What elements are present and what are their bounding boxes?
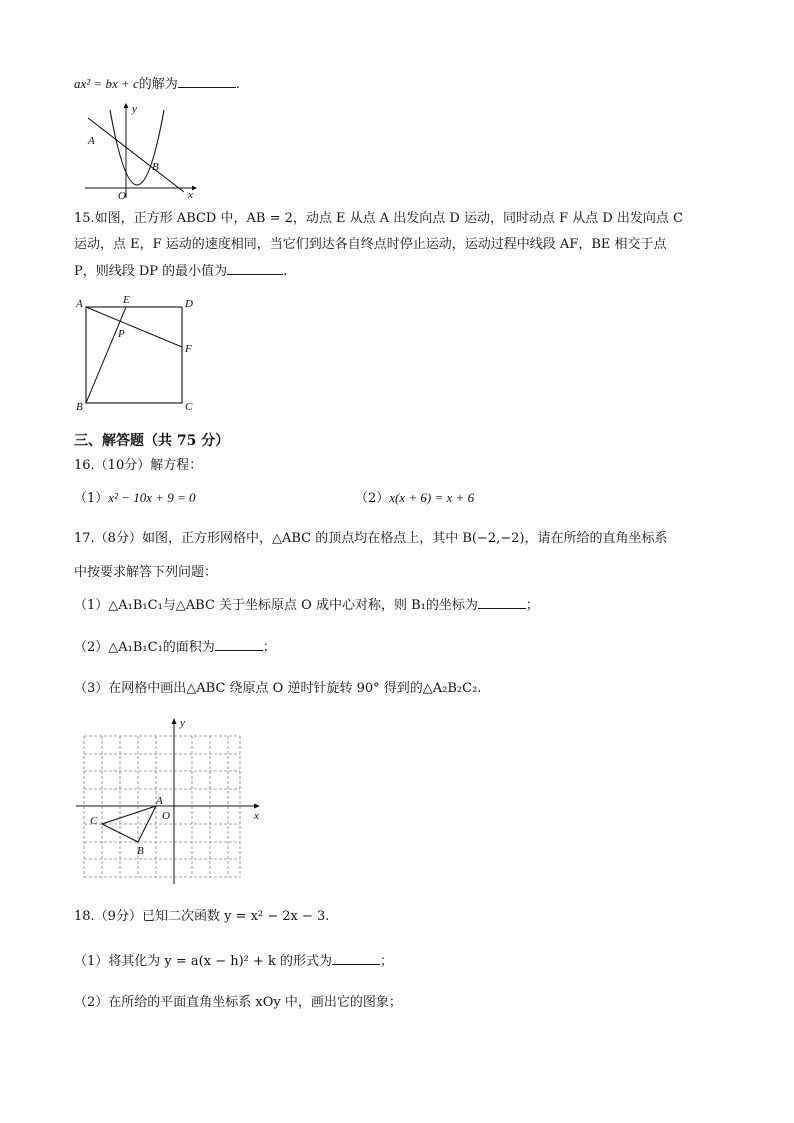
grid-label-o: O <box>162 810 170 822</box>
straight-line <box>88 118 184 192</box>
q16-p2-number: （2） <box>355 491 390 506</box>
parabola-line-graph <box>80 100 200 200</box>
label-a: A <box>76 298 83 310</box>
q14-line <box>74 75 240 94</box>
label-f: F <box>185 343 192 355</box>
graph-label-b: B <box>152 161 159 173</box>
q18-part1 <box>74 952 393 971</box>
q15-end: . <box>283 264 288 279</box>
q15-line3-text: P，则线段 DP 的最小值为 <box>74 264 228 279</box>
q17-part3: （3）在网格中画出△ABC 绕原点 O 逆时针旋转 90° 得到的△A₂B₂C₂. <box>74 681 482 696</box>
answer-blank[interactable] <box>332 952 380 965</box>
q18-p1-end: ； <box>380 954 394 969</box>
grid-label-b: B <box>137 845 144 857</box>
q16-p1-equation: x² − 10x + 9 = 0 <box>108 490 196 505</box>
q16-part1 <box>74 489 196 508</box>
q14-equation: ax² = bx + c <box>74 76 139 91</box>
square-abcd <box>86 307 182 403</box>
q17-p1-end: ； <box>525 598 539 613</box>
graph-label-o: O <box>118 190 126 202</box>
q16-stem: 16.（10分）解方程： <box>74 458 203 473</box>
q18-stem: 18.（9分）已知二次函数 y = x² − 2x − 3. <box>74 909 330 924</box>
q14-end: . <box>235 77 240 92</box>
square-abcd-figure <box>74 295 204 415</box>
y-axis-arrow <box>124 103 129 108</box>
grid-label-x: x <box>254 810 259 822</box>
label-e: E <box>123 294 130 306</box>
q17-part2 <box>74 638 276 657</box>
q17-line2: 中按要求解答下列问题： <box>74 565 218 580</box>
q17-part1 <box>74 596 539 615</box>
label-c: C <box>185 401 193 413</box>
q15-line3 <box>74 262 287 281</box>
q17-line1: 17.（8分）如图，正方形网格中，△ABC 的顶点均在格点上，其中 B(−2,−2)，请在所给的直角坐标系 <box>74 531 668 546</box>
label-d: D <box>185 298 193 310</box>
q18-part2: （2）在所给的平面直角坐标系 xOy 中，画出它的图象； <box>74 995 402 1010</box>
q14-tail: 的解为 <box>138 77 178 92</box>
q16-part2 <box>355 489 474 508</box>
grid-label-y: y <box>180 717 185 729</box>
x-axis-arrow <box>254 804 260 809</box>
label-b: B <box>76 401 83 413</box>
graph-label-x: x <box>188 189 193 201</box>
coordinate-grid-figure <box>74 718 274 888</box>
q17-p1-text: （1）△A₁B₁C₁与△ABC 关于坐标原点 O 成中心对称，则 B₁的坐标为 <box>74 598 478 613</box>
graph-label-y: y <box>132 103 137 115</box>
answer-blank[interactable] <box>178 75 236 88</box>
answer-blank[interactable] <box>215 638 263 651</box>
label-p: P <box>118 328 125 340</box>
q16-p1-number: （1） <box>74 491 109 506</box>
graph-label-a: A <box>88 135 95 147</box>
q15-line2: 运动，点 E，F 运动的速度相同，当它们到达各自终点时停止运动，运动过程中线段 AF，BE 相交于点 <box>74 237 667 252</box>
q16-p2-equation: x(x + 6) = x + 6 <box>389 490 475 505</box>
q18-p1-text: （1）将其化为 y = a(x − h)² + k 的形式为 <box>74 954 333 969</box>
parabola-curve <box>110 110 164 185</box>
grid-label-c: C <box>90 815 98 827</box>
segment-af <box>86 307 182 347</box>
answer-blank[interactable] <box>478 596 526 609</box>
grid-label-a: A <box>156 795 163 807</box>
section-title: 三、解答题（共 75 分） <box>74 433 230 449</box>
q15-line1: 15.如图，正方形 ABCD 中，AB = 2，动点 E 从点 A 出发向点 D 运动，同时动点 F 从点 D 出发向点 C <box>74 211 684 226</box>
y-axis-arrow <box>172 718 177 724</box>
q17-p2-text: （2）△A₁B₁C₁的面积为 <box>74 640 215 655</box>
q17-p2-end: ； <box>262 640 276 655</box>
answer-blank[interactable] <box>227 262 283 275</box>
